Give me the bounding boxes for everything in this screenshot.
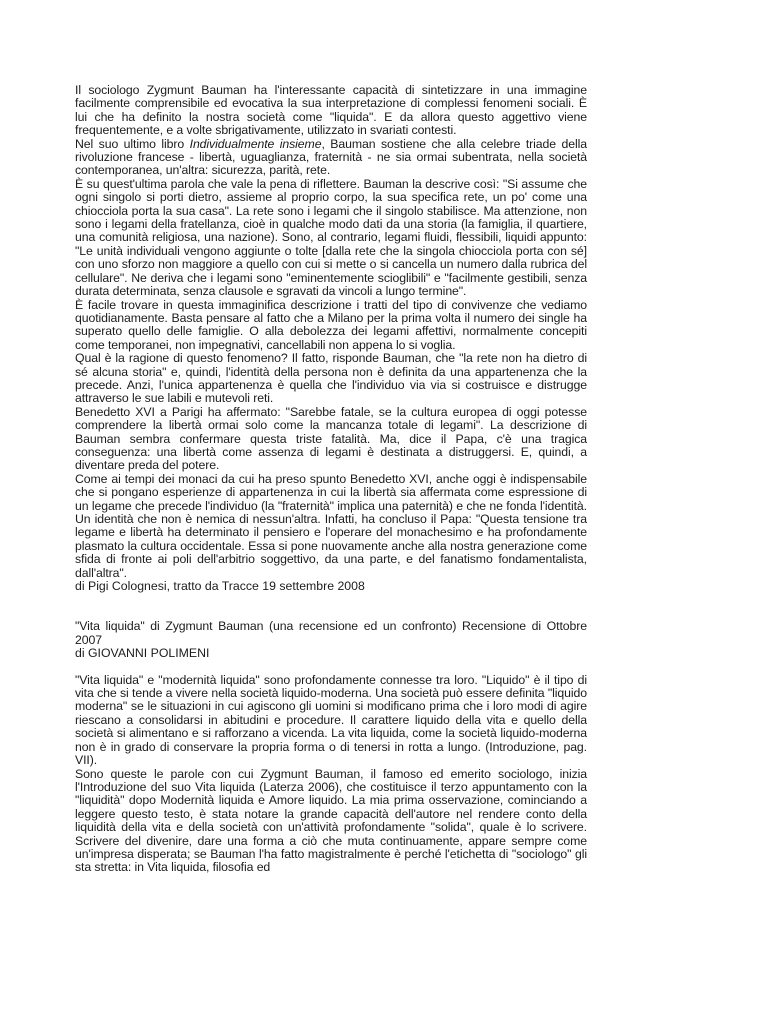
article1-paragraph-6: Benedetto XVI a Parigi ha affermato: "Sarebbe fatale, se la cultura europea di oggi potesse comprendere la libertà ormai solo come la mancanza totale di legami". La descrizione di Bauman sembra confermare questa triste fatalità. Ma, dice il Papa, c'è una tragica conseguenza: una libertà come assenza di legami è destinata a distruggersi. E, quindi, a diventare preda del potere. [75, 404, 587, 473]
paragraph-text: Nel suo ultimo libro [75, 136, 190, 151]
paragraph-text: , Bauman sostiene che alla celebre triade della rivoluzione francese - libertà, uguaglianza, fraternità - ne sia ormai subentrata, nella società contemporanea, un'altra: sicurezza, parità, rete. [75, 136, 587, 178]
article2-heading: "Vita liquida" di Zygmunt Bauman (una recensione ed un confronto) Recensione di Ottobre 2007 [75, 619, 587, 647]
book-title: Individualmente insieme [189, 136, 322, 151]
article1-paragraph-3: È su quest'ultima parola che vale la pena di riflettere. Bauman la descrive così: "Si assume che ogni singolo si porti dietro, assieme al proprio corpo, la sua specifica rete, un po' come una chiocciola porta la sua casa". La rete sono i legami che il singolo stabilisce. Ma attenzione, non sono i legami della fratellanza, cioè in qualche modo dati da una storia (la famiglia, il quartiere, una comunità religiosa, una nazione). Sono, al contrario, legami fluidi, flessibili, liquidi appunto: "Le unità individuali vengono aggiunte o tolte [dalla rete che la singola chiocciola porta con sé] con uno sforzo non maggiore a quello con cui si mette o si cancella un numero dalla rubrica del cellulare". Ne deriva che i legami sono "eminentemente scioglibili" e "facilmente gestibili, senza durata determinata, senza clausole e sgravati da vincoli a lungo termine". [75, 176, 587, 299]
article1-credit: di Pigi Colognesi, tratto da Tracce 19 settembre 2008 [75, 579, 365, 594]
article1-paragraph-1: Il sociologo Zygmunt Bauman ha l'interessante capacità di sintetizzare in una immagine facilmente comprensibile ed evocativa la sua interpretazione di complessi fenomeni sociali. È lui che ha definito la nostra società come "liquida". E da allora questo aggettivo viene frequentemente, e a volte sbrigativamente, utilizzato in svariati contesti. [75, 83, 587, 138]
article1-paragraph-2 [75, 138, 587, 178]
article1-paragraph-5: Qual è la ragione di questo fenomeno? Il fatto, risponde Bauman, che "la rete non ha dietro di sé alcuna storia" e, quindi, l'identità della persona non è definita da una appartenenza che la precede. Anzi, l'unica appartenenza è quella che l'individuo via via si costruisce e distrugge attraverso le sue labili e mutevoli reti. [75, 351, 587, 406]
article2-paragraph-2: Sono queste le parole con cui Zygmunt Bauman, il famoso ed emerito sociologo, inizia l'Introduzione del suo Vita liquida (Laterza 2006), che costituisce il terzo appuntamento con la "liquidità" dopo Modernità liquida e Amore liquido. La mia prima osservazione, cominciando a leggere questo testo, è stata notare la grande capacità dell'autore nel rendere conto della liquidità della vita e della società con un'attività profondamente "solida", quale è lo scrivere. Scrivere del divenire, dare una forma a ciò che muta continuamente, appare sempre come un'impresa disperata; se Bauman l'ha fatto magistralmente è perché l'etichetta di "sociologo" gli sta stretta: in Vita liquida, filosofia ed [75, 766, 587, 875]
section-spacer [75, 661, 587, 674]
section-spacer [75, 593, 587, 620]
article1-paragraph-4: È facile trovare in questa immaginifica descrizione i tratti del tipo di convivenze che vediamo quotidianamente. Basta pensare al fatto che a Milano per la prima volta il numero dei single ha superato quello delle famiglie. O alla debolezza dei legami affettivi, normalmente concepiti come temporanei, non impegnativi, cancellabili non appena lo si voglia. [75, 297, 587, 352]
article1-paragraph-7: Come ai tempi dei monaci da cui ha preso spunto Benedetto XVI, anche oggi è indispensabile che si pongano esperienze di appartenenza in cui la libertà sia affermata come espressione di un legame che precede l'individuo (la "fraternità" implica una paternità) e che ne fonda l'identità. Un identità che non è nemica di nessun'altra. Infatti, ha concluso il Papa: "Questa tensione tra legame e libertà ha determinato il pensiero e l'operare del monachesimo e ha profondamente plasmato la cultura occidentale. Essa si pone nuovamente anche alla nostra generazione come sfida di fronte ai poli dell'arbitrio soggettivo, da una parte, e del fanatismo fondamentalista, dall'altra". [75, 471, 587, 580]
article2-author: di GIOVANNI POLIMENI [75, 646, 210, 661]
document-page [75, 84, 587, 875]
article2-paragraph-1: "Vita liquida" e "modernità liquida" sono profondamente connesse tra loro. "Liquido" è il tipo di vita che si tende a vivere nella società liquido-moderna. Una società può essere definita "liquido moderna" se le situazioni in cui agiscono gli uomini si modificano prima che i loro modi di agire riescano a consolidarsi in abitudini e procedure. Il carattere liquido della vita e quello della società si alimentano e si rafforzano a vicenda. La vita liquida, come la società liquido-moderna non è in grado di conservare la propria forma o di tenersi in rotta a lungo. (Introduzione, pag. VII). [75, 672, 587, 768]
